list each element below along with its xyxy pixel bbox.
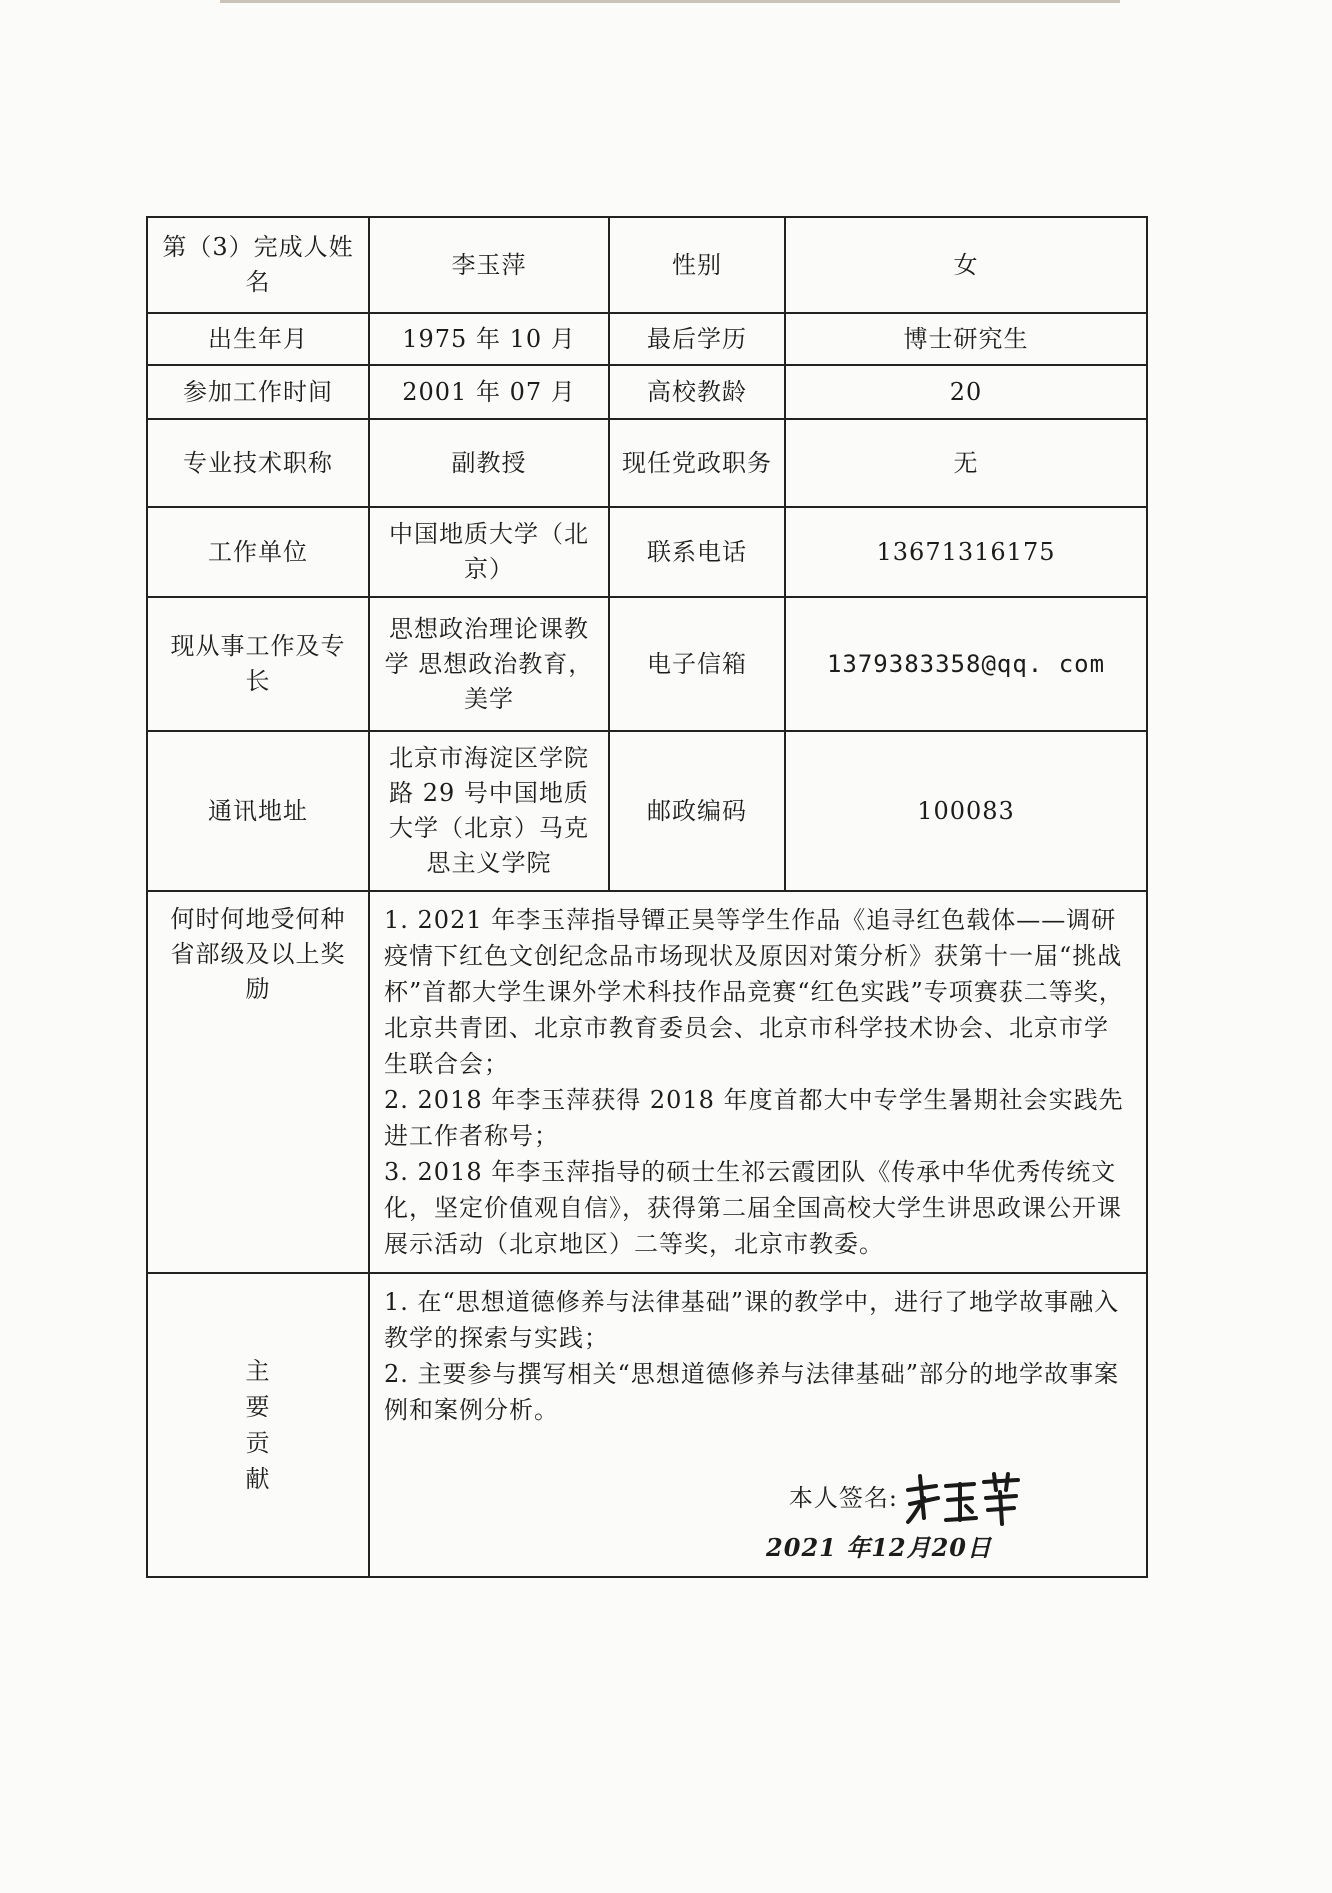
field-label-email: 电子信箱 <box>609 597 785 731</box>
field-value-name: 李玉萍 <box>369 217 609 313</box>
table-row <box>147 313 1147 365</box>
field-label-birth: 出生年月 <box>147 313 369 365</box>
field-label-name: 第（3）完成人姓名 <box>147 217 369 313</box>
personal-info-form <box>146 216 1148 1578</box>
field-value-specialty: 思想政治理论课教学 思想政治教育，美学 <box>369 597 609 731</box>
field-label-postcode: 邮政编码 <box>609 731 785 891</box>
awards-content <box>369 891 1147 1273</box>
field-value-phone: 13671316175 <box>785 507 1147 597</box>
contributions-label: 主 要 贡 献 <box>245 1357 271 1493</box>
contributions-content <box>369 1273 1147 1577</box>
field-value-gender: 女 <box>785 217 1147 313</box>
field-label-phone: 联系电话 <box>609 507 785 597</box>
table-row <box>147 217 1147 313</box>
field-label-contributions <box>147 1273 369 1577</box>
field-value-position: 无 <box>785 419 1147 507</box>
signature-date: 2021 年12月20日 <box>766 1533 992 1562</box>
field-value-email: 1379383358@qq. com <box>785 597 1147 731</box>
table-row <box>147 1273 1147 1577</box>
field-value-education: 博士研究生 <box>785 313 1147 365</box>
table-row <box>147 597 1147 731</box>
signature-label: 本人签名: <box>788 1484 898 1512</box>
award-item: 3. 2018 年李玉萍指导的硕士生祁云霞团队《传承中华优秀传统文化，坚定价值观自信》，获得第二届全国高校大学生讲思政课公开课展示活动（北京地区）二等奖，北京市教委。 <box>384 1158 1122 1258</box>
signature-block <box>384 1468 1132 1528</box>
field-value-teaching-years: 20 <box>785 365 1147 419</box>
field-value-employer: 中国地质大学（北京） <box>369 507 609 597</box>
field-label-gender: 性别 <box>609 217 785 313</box>
field-label-title: 专业技术职称 <box>147 419 369 507</box>
scan-edge <box>220 0 1120 3</box>
award-item: 1. 2021 年李玉萍指导镡正昊等学生作品《追寻红色载体——调研疫情下红色文创纪念品市场现状及原因对策分析》获第十一届“挑战杯”首都大学生课外学术科技作品竞赛“红色实践”专项赛获二等奖，北京共青团、北京市教育委员会、北京市科学技术协会、北京市学生联合会； <box>384 906 1124 1078</box>
contribution-item: 1. 在“思想道德修养与法律基础”课的教学中，进行了地学故事融入教学的探索与实践； <box>384 1288 1120 1352</box>
table-row <box>147 365 1147 419</box>
table-row <box>147 419 1147 507</box>
field-label-position: 现任党政职务 <box>609 419 785 507</box>
table-row <box>147 891 1147 1273</box>
field-value-postcode: 100083 <box>785 731 1147 891</box>
field-label-employer: 工作单位 <box>147 507 369 597</box>
field-label-teaching-years: 高校教龄 <box>609 365 785 419</box>
field-label-education: 最后学历 <box>609 313 785 365</box>
field-value-title: 副教授 <box>369 419 609 507</box>
field-value-work-start: 2001 年 07 月 <box>369 365 609 419</box>
award-item: 2. 2018 年李玉萍获得 2018 年度首都大中专学生暑期社会实践先进工作者称号； <box>384 1086 1124 1150</box>
field-label-work-start: 参加工作时间 <box>147 365 369 419</box>
field-label-address: 通讯地址 <box>147 731 369 891</box>
field-value-birth: 1975 年 10 月 <box>369 313 609 365</box>
field-label-awards: 何时何地受何种省部级及以上奖励 <box>147 891 369 1273</box>
field-value-address: 北京市海淀区学院路 29 号中国地质大学（北京）马克思主义学院 <box>369 731 609 891</box>
field-label-specialty: 现从事工作及专长 <box>147 597 369 731</box>
handwritten-signature <box>902 1468 1022 1528</box>
table-row <box>147 507 1147 597</box>
contribution-item: 2. 主要参与撰写相关“思想道德修养与法律基础”部分的地学故事案例和案例分析。 <box>384 1360 1120 1424</box>
table-row <box>147 731 1147 891</box>
